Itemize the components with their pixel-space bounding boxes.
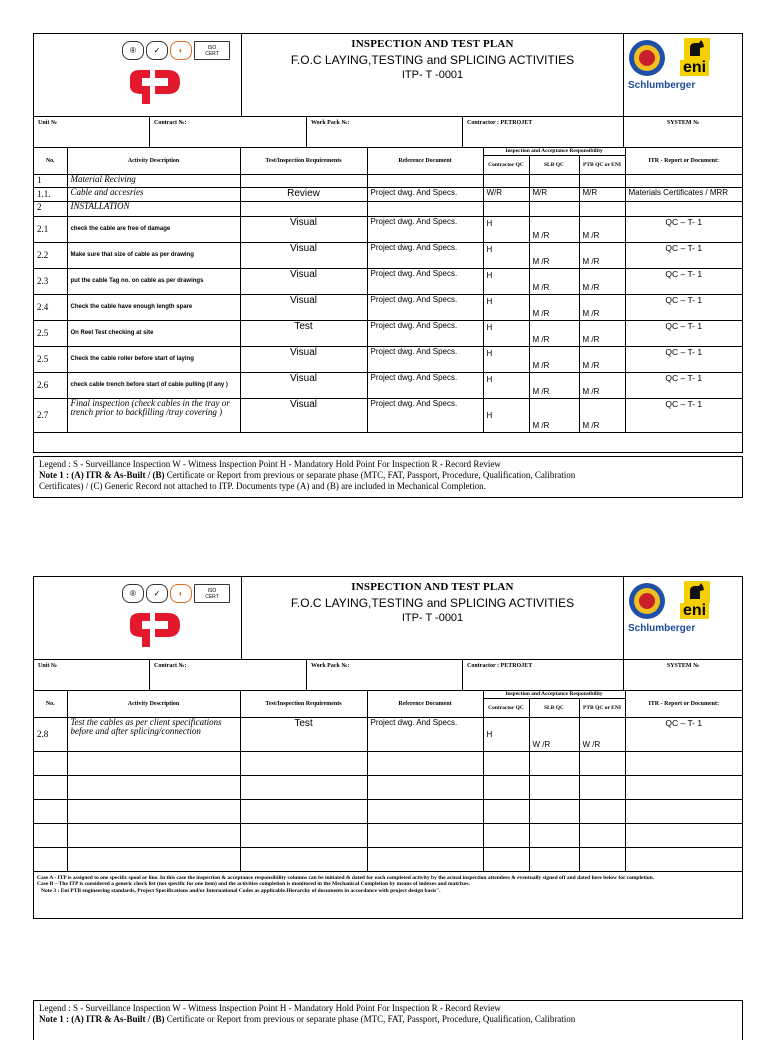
cell-no: 2.8 xyxy=(34,717,67,751)
cell-activity: put the cable Tag no. on cable as per drawings xyxy=(67,268,240,294)
cell-itr: QC – T- 1 xyxy=(625,216,742,242)
certification-badges xyxy=(122,584,230,603)
cell-activity: Test the cables as per client specifications before and after splicing/connection xyxy=(67,717,240,751)
cell-no: 2 xyxy=(34,201,67,216)
cell-no: 2.4 xyxy=(34,294,67,320)
unit-field: Unit № xyxy=(34,660,150,690)
cell-ref: Project dwg. And Specs. xyxy=(367,717,483,751)
cell-s: M /R xyxy=(529,398,579,432)
eni-dog-logo-icon xyxy=(684,581,710,603)
empty-cell xyxy=(529,823,579,847)
cell-activity: Make sure that size of cable as per drawing xyxy=(67,242,240,268)
col-ptb-qc-header: PTB QC or ENI xyxy=(579,698,625,717)
cell-p: M /R xyxy=(579,294,625,320)
doc-title: INSPECTION AND TEST PLAN xyxy=(351,38,514,50)
col-requirements-header: Test/Inspection Requirements xyxy=(240,148,367,174)
table-row xyxy=(34,268,742,294)
cell-ref: Project dwg. And Specs. xyxy=(367,216,483,242)
cell-p: M /R xyxy=(579,242,625,268)
cell-p: M /R xyxy=(579,346,625,372)
cell-c: H xyxy=(483,268,529,294)
cell-req: Visual xyxy=(240,294,367,320)
empty-cell xyxy=(67,751,240,775)
empty-cell xyxy=(367,775,483,799)
contractor-logo-area xyxy=(34,577,242,659)
empty-cell xyxy=(67,775,240,799)
cell-itr: Materials Certificates / MRR xyxy=(625,187,742,201)
cell-p xyxy=(579,201,625,216)
cell-s: M /R xyxy=(529,268,579,294)
sheet-header xyxy=(34,34,742,117)
table-row-empty xyxy=(34,751,742,775)
cell-activity: Check the cable have enough length spare xyxy=(67,294,240,320)
legend-box-2 xyxy=(33,1000,743,1040)
empty-cell xyxy=(34,751,67,775)
col-requirements-header: Test/Inspection Requirements xyxy=(240,691,367,717)
empty-cell xyxy=(67,799,240,823)
cell-p: M /R xyxy=(579,320,625,346)
certification-badges xyxy=(122,41,230,60)
cell-s: W /R xyxy=(529,717,579,751)
cell-no: 2.3 xyxy=(34,268,67,294)
title-block xyxy=(242,577,623,659)
certification-badge-icon: ISO CERT xyxy=(194,41,230,60)
system-field: SYSTEM № xyxy=(666,663,700,669)
legend-line: Legend : S - Surveillance Inspection W - Witness Inspection Point H - Mandatory Hold Point For Inspection R - Record Review xyxy=(39,1003,501,1013)
petrojet-logo-icon xyxy=(124,64,184,108)
activity-table xyxy=(34,148,742,433)
cell-itr: QC – T- 1 xyxy=(625,294,742,320)
cell-req xyxy=(240,174,367,187)
seal-logo-icon xyxy=(627,38,667,78)
certification-badge-icon: ◐ xyxy=(170,584,192,603)
responsibility-group-header: Inspection and Acceptance Responsibility xyxy=(483,691,625,698)
cell-c: H xyxy=(483,372,529,398)
empty-cell xyxy=(483,799,529,823)
empty-cell xyxy=(34,823,67,847)
cell-c xyxy=(483,174,529,187)
system-field: SYSTEM № xyxy=(666,120,700,126)
empty-cell xyxy=(483,847,529,871)
legend-note-label: Note 1 : (A) ITR & As-Built / (B) xyxy=(39,1014,165,1024)
legend-line: Legend : S - Surveillance Inspection W - Witness Inspection Point H - Mandatory Hold Point For Inspection R - Record Review xyxy=(39,459,501,469)
cell-no: 2.2 xyxy=(34,242,67,268)
cell-ref: Project dwg. And Specs. xyxy=(367,187,483,201)
legend-note-text: Certificate or Report from previous or separate phase (MTC, FAT, Passport, Procedure, Qualification, Calibration xyxy=(164,1014,576,1024)
col-slb-qc-header: SLB QC xyxy=(529,698,579,717)
cell-ref xyxy=(367,174,483,187)
cell-p: M /R xyxy=(579,268,625,294)
cell-p: M /R xyxy=(579,398,625,432)
certification-badge-icon: ◐ xyxy=(170,41,192,60)
table-row xyxy=(34,216,742,242)
cell-c: H xyxy=(483,346,529,372)
sheet-header xyxy=(34,577,742,660)
cell-s: M /R xyxy=(529,346,579,372)
contractor-logo-area xyxy=(34,34,242,116)
col-reference-header: Reference Document xyxy=(367,691,483,717)
cell-activity: Check the cable roller before start of laying xyxy=(67,346,240,372)
cell-c: H xyxy=(483,320,529,346)
cell-s: M /R xyxy=(529,294,579,320)
cell-ref: Project dwg. And Specs. xyxy=(367,346,483,372)
cell-ref: Project dwg. And Specs. xyxy=(367,398,483,432)
empty-cell xyxy=(579,799,625,823)
empty-cell xyxy=(579,847,625,871)
activity-table xyxy=(34,691,742,872)
cell-itr: QC – T- 1 xyxy=(625,717,742,751)
contractor-field: Contractor : PETROJET xyxy=(463,660,624,690)
empty-cell xyxy=(240,847,367,871)
col-reference-header: Reference Document xyxy=(367,148,483,174)
empty-cell xyxy=(579,775,625,799)
cell-s: M /R xyxy=(529,216,579,242)
table-row xyxy=(34,717,742,751)
cell-no: 2.1 xyxy=(34,216,67,242)
cell-req: Visual xyxy=(240,242,367,268)
empty-cell xyxy=(34,799,67,823)
col-itr-header: ITR - Report or Document: xyxy=(625,691,742,717)
cell-req: Visual xyxy=(240,398,367,432)
col-contractor-qc-header: Contractor QC xyxy=(483,698,529,717)
responsibility-group-header: Inspection and Acceptance Responsibility xyxy=(483,148,625,155)
empty-cell xyxy=(529,799,579,823)
cell-req: Review xyxy=(240,187,367,201)
cell-s xyxy=(529,174,579,187)
empty-cell xyxy=(67,823,240,847)
table-row-empty xyxy=(34,799,742,823)
cell-ref: Project dwg. And Specs. xyxy=(367,242,483,268)
cell-activity: On Reel Test checking at site xyxy=(67,320,240,346)
certification-badge-icon: ® xyxy=(122,584,144,603)
cell-c: H xyxy=(483,398,529,432)
table-row-empty xyxy=(34,847,742,871)
info-row xyxy=(34,117,742,148)
table-row xyxy=(34,372,742,398)
info-row xyxy=(34,660,742,691)
cell-p: M /R xyxy=(579,372,625,398)
table-row xyxy=(34,242,742,268)
note-case-b: Case B – The ITP is considered a generic check list (not specific for one item) and the activities completion is monitored in the Mechanical Completion by means of indexes and matrixes. xyxy=(37,881,470,887)
work-pack-field: Work Pack №: xyxy=(307,660,463,690)
cell-c xyxy=(483,201,529,216)
cell-activity: check cable trench before start of cable pulling (if any ) xyxy=(67,372,240,398)
empty-cell xyxy=(625,847,742,871)
work-pack-field: Work Pack №: xyxy=(307,117,463,147)
legend-note-label: Certificates) / (C) xyxy=(39,481,103,491)
legend-note-text: Generic Record not attached to ITP. Documents type (A) and (B) are included in Mechanical Completion. xyxy=(102,481,486,491)
empty-cell xyxy=(625,775,742,799)
empty-cell xyxy=(367,823,483,847)
cell-itr: QC – T- 1 xyxy=(625,268,742,294)
empty-cell xyxy=(529,751,579,775)
note-case-a: Case A - ITP is assigned to one specific spool or line. In this case the inspection & acceptance responsibility columns can be initiated & dated for each completed activity by the actual inspection attendees & eventually signed off and dated here below for completion. xyxy=(37,874,655,881)
cell-c: H xyxy=(483,216,529,242)
empty-cell xyxy=(625,751,742,775)
cell-activity: Cable and accesries xyxy=(67,187,240,201)
doc-number: ITP- T -0001 xyxy=(401,612,464,624)
cell-activity: check the cable are free of damage xyxy=(67,216,240,242)
cell-p: M/R xyxy=(579,187,625,201)
col-itr-header: ITR - Report or Document: xyxy=(625,148,742,174)
petrojet-logo-icon xyxy=(124,607,184,651)
empty-cell xyxy=(579,751,625,775)
eni-wordmark: eni xyxy=(680,60,709,76)
cell-req: Test xyxy=(240,717,367,751)
contract-field: Contract №: xyxy=(150,660,307,690)
table-row xyxy=(34,346,742,372)
legend-note-text: Certificate or Report from previous or separate phase (MTC, FAT, Passport, Procedure, Qualification, Calibration xyxy=(164,470,576,480)
certification-badge-icon: ✓ xyxy=(146,41,168,60)
empty-cell xyxy=(625,823,742,847)
certification-badge-icon: ® xyxy=(122,41,144,60)
empty-cell xyxy=(240,751,367,775)
empty-cell xyxy=(67,847,240,871)
cell-s xyxy=(529,201,579,216)
cell-itr: QC – T- 1 xyxy=(625,372,742,398)
empty-cell xyxy=(529,847,579,871)
cell-c: H xyxy=(483,294,529,320)
doc-number: ITP- T -0001 xyxy=(401,69,464,81)
cell-req: Visual xyxy=(240,346,367,372)
cell-ref: Project dwg. And Specs. xyxy=(367,294,483,320)
eni-wordmark: eni xyxy=(680,603,709,619)
cell-p xyxy=(579,174,625,187)
empty-cell xyxy=(483,751,529,775)
cell-no: 2.5 xyxy=(34,320,67,346)
cell-c: W/R xyxy=(483,187,529,201)
cell-itr xyxy=(625,174,742,187)
table-row xyxy=(34,174,742,187)
cell-activity: Material Reciving xyxy=(67,174,240,187)
col-activity-header: Activity Description xyxy=(67,148,240,174)
legend-note-label: Note 1 : (A) ITR & As-Built / (B) xyxy=(39,470,165,480)
cell-itr: QC – T- 1 xyxy=(625,320,742,346)
col-activity-header: Activity Description xyxy=(67,691,240,717)
cell-no: 1.1. xyxy=(34,187,67,201)
empty-cell xyxy=(240,775,367,799)
table-row xyxy=(34,320,742,346)
certification-badge-icon: ✓ xyxy=(146,584,168,603)
empty-cell xyxy=(367,751,483,775)
itp-sheet-2 xyxy=(33,576,743,919)
note-3: Note 3 : Eni PTB engineering standards, Project Specifications and/or International Codes as applicable.Hierarchy of documents in accordance with project design basis". xyxy=(41,887,441,894)
table-row-empty xyxy=(34,823,742,847)
cell-s: M /R xyxy=(529,372,579,398)
cell-p: W /R xyxy=(579,717,625,751)
empty-cell xyxy=(367,847,483,871)
certification-badge-icon: ISO CERT xyxy=(194,584,230,603)
col-no-header: No. xyxy=(34,148,67,174)
col-ptb-qc-header: PTB QC or ENI xyxy=(579,155,625,174)
contractor-field: Contractor : PETROJET xyxy=(463,117,624,147)
client-logo-area xyxy=(623,577,742,659)
unit-field: Unit № xyxy=(34,117,150,147)
cell-req: Visual xyxy=(240,372,367,398)
cell-no: 1 xyxy=(34,174,67,187)
cell-itr xyxy=(625,201,742,216)
cell-req: Visual xyxy=(240,216,367,242)
schlumberger-wordmark: Schlumberger xyxy=(628,623,696,634)
eni-dog-logo-icon xyxy=(684,38,710,60)
cell-no: 2.5 xyxy=(34,346,67,372)
cell-activity: INSTALLATION xyxy=(67,201,240,216)
schlumberger-wordmark: Schlumberger xyxy=(628,80,696,91)
cell-s: M/R xyxy=(529,187,579,201)
table-row xyxy=(34,398,742,432)
cell-itr: QC – T- 1 xyxy=(625,346,742,372)
doc-subtitle: F.O.C LAYING,TESTING and SPLICING ACTIVITIES xyxy=(290,53,575,67)
doc-title: INSPECTION AND TEST PLAN xyxy=(351,581,514,593)
cell-ref: Project dwg. And Specs. xyxy=(367,320,483,346)
client-logo-area xyxy=(623,34,742,116)
table-row xyxy=(34,201,742,216)
cell-no: 2.6 xyxy=(34,372,67,398)
cell-ref: Project dwg. And Specs. xyxy=(367,268,483,294)
seal-logo-icon xyxy=(627,581,667,621)
cell-c: H xyxy=(483,242,529,268)
empty-cell xyxy=(529,775,579,799)
empty-cell xyxy=(240,799,367,823)
cell-req xyxy=(240,201,367,216)
col-contractor-qc-header: Contractor QC xyxy=(483,155,529,174)
cell-req: Test xyxy=(240,320,367,346)
col-no-header: No. xyxy=(34,691,67,717)
empty-cell xyxy=(34,775,67,799)
empty-cell xyxy=(579,823,625,847)
notes-block xyxy=(34,872,742,898)
cell-itr: QC – T- 1 xyxy=(625,398,742,432)
cell-ref: Project dwg. And Specs. xyxy=(367,372,483,398)
empty-cell xyxy=(483,775,529,799)
cell-req: Visual xyxy=(240,268,367,294)
empty-cell xyxy=(625,799,742,823)
table-row-empty xyxy=(34,775,742,799)
itp-sheet-1 xyxy=(33,33,743,453)
cell-p: M /R xyxy=(579,216,625,242)
cell-no: 2.7 xyxy=(34,398,67,432)
cell-c: H xyxy=(483,717,529,751)
empty-cell xyxy=(240,823,367,847)
empty-cell xyxy=(367,799,483,823)
col-slb-qc-header: SLB QC xyxy=(529,155,579,174)
cell-activity: Final inspection (check cables in the tray or trench prior to backfilling /tray covering ) xyxy=(67,398,240,432)
contract-field: Contract №: xyxy=(150,117,307,147)
table-row xyxy=(34,294,742,320)
legend-box-1 xyxy=(33,456,743,498)
cell-s: M /R xyxy=(529,242,579,268)
table-row xyxy=(34,187,742,201)
cell-s: M /R xyxy=(529,320,579,346)
cell-itr: QC – T- 1 xyxy=(625,242,742,268)
empty-cell xyxy=(34,847,67,871)
doc-subtitle: F.O.C LAYING,TESTING and SPLICING ACTIVITIES xyxy=(290,596,575,610)
title-block xyxy=(242,34,623,116)
empty-cell xyxy=(483,823,529,847)
cell-ref xyxy=(367,201,483,216)
